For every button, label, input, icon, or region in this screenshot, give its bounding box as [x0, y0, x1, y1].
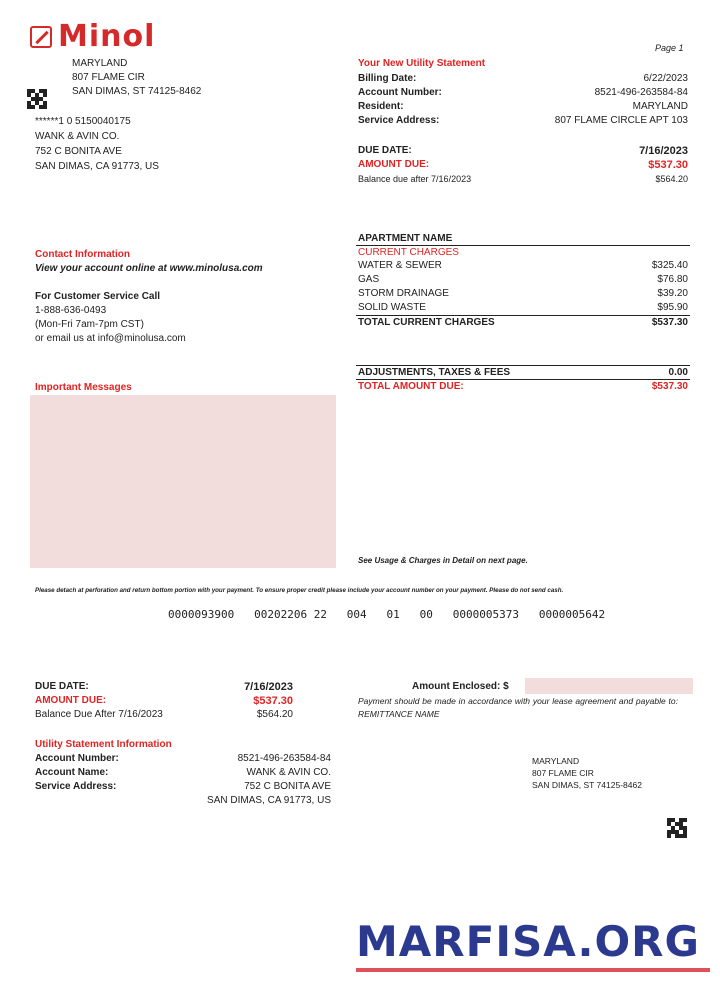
field-value: 6/22/2023	[643, 73, 688, 84]
recipient-line: WANK & AVIN CO.	[35, 131, 120, 142]
charge-row	[358, 301, 688, 315]
total-due-row	[356, 380, 690, 393]
field-value: MARYLAND	[632, 101, 688, 112]
field-label: Service Address:	[358, 115, 440, 126]
total-due-value: $537.30	[651, 381, 688, 392]
messages-box	[30, 395, 336, 568]
statement-heading: Your New Utility Statement	[358, 58, 486, 69]
adjustments-block	[356, 365, 690, 393]
adjustments-row	[356, 366, 690, 379]
remit-address	[532, 755, 642, 791]
charges-table	[356, 232, 690, 329]
amount-due-value: $537.30	[648, 159, 688, 171]
stub-service-address-row-2	[35, 794, 331, 808]
contact-section	[35, 248, 263, 346]
email-text: or email us at info@minolusa.com	[35, 333, 186, 344]
total-current-value: $537.30	[651, 317, 688, 328]
stub-amount-due-value: $537.30	[253, 695, 293, 707]
balance-after-row	[358, 172, 688, 186]
due-date-label: DUE DATE:	[358, 145, 412, 156]
service-address-row	[358, 114, 688, 128]
field-value: WANK & AVIN CO.	[246, 767, 331, 778]
sender-address	[72, 57, 201, 99]
amount-enclosed-label: Amount Enclosed: $	[412, 681, 509, 692]
sender-line: MARYLAND	[72, 58, 128, 69]
charge-name: WATER & SEWER	[358, 260, 442, 271]
remit-line: SAN DIMAS, ST 74125-8462	[532, 780, 642, 790]
remit-line: 807 FLAME CIR	[532, 768, 594, 778]
apartment-name: APARTMENT NAME	[358, 233, 453, 244]
scanline: 0000093900 00202206 22 004 01 00 0000005373 0000005642	[168, 608, 606, 621]
remit-line: MARYLAND	[532, 756, 580, 766]
sender-line: SAN DIMAS, ST 74125-8462	[72, 86, 202, 97]
messages-heading: Important Messages	[35, 382, 132, 393]
field-label: Account Name:	[35, 767, 109, 778]
contact-heading: Contact Information	[35, 249, 130, 260]
service-hours: (Mon-Fri 7am-7pm CST)	[35, 319, 144, 330]
recipient-line: SAN DIMAS, CA 91773, US	[35, 161, 159, 172]
stub-account-number-row	[35, 752, 331, 766]
stub-service-address-row	[35, 780, 331, 794]
stub-amount-due-label: AMOUNT DUE:	[35, 695, 107, 706]
field-value: SAN DIMAS, CA 91773, US	[207, 795, 331, 806]
charge-amount: $95.90	[657, 302, 688, 313]
charge-amount: $39.20	[657, 288, 688, 299]
recipient-line: 752 C BONITA AVE	[35, 146, 122, 157]
stub-balance-label: Balance Due After 7/16/2023	[35, 709, 163, 720]
minol-logo	[30, 19, 156, 54]
billing-date-row	[358, 72, 688, 86]
phone-number: 1-888-636-0493	[35, 305, 107, 316]
total-due-label: TOTAL AMOUNT DUE:	[358, 381, 464, 392]
amount-enclosed-input[interactable]	[525, 678, 693, 694]
stub-info-heading: Utility Statement Information	[35, 739, 172, 750]
perforation-note: Please detach at perforation and return bottom portion with your payment. To ensure proper credit please include your account number on your payment. Please do not send cash.	[35, 587, 564, 594]
total-current-row	[356, 316, 690, 329]
adjustments-value: 0.00	[668, 367, 688, 378]
see-usage-note: See Usage & Charges in Detail on next page.	[358, 556, 528, 565]
charge-name: STORM DRAINAGE	[358, 288, 449, 299]
resident-row	[358, 100, 688, 114]
amount-due-row	[358, 158, 688, 172]
recipient-address	[35, 114, 159, 174]
total-current-label: TOTAL CURRENT CHARGES	[358, 317, 495, 328]
due-summary	[358, 144, 688, 186]
balance-after-value: $564.20	[655, 174, 688, 184]
charge-name: SOLID WASTE	[358, 302, 426, 313]
field-value: 752 C BONITA AVE	[244, 781, 331, 792]
recipient-code: ******1 0 5150040175	[35, 116, 131, 127]
charge-name: GAS	[358, 274, 380, 285]
current-charges-heading: CURRENT CHARGES	[358, 247, 459, 258]
qr-code-icon	[667, 818, 687, 838]
stub-info	[35, 738, 331, 808]
field-label: Billing Date:	[358, 73, 417, 84]
adjustments-label: ADJUSTMENTS, TAXES & FEES	[358, 367, 511, 378]
due-date-row	[358, 144, 688, 158]
stub-balance-value: $564.20	[256, 709, 293, 720]
amount-due-label: AMOUNT DUE:	[358, 159, 430, 170]
statement-fields	[358, 72, 688, 128]
logo-text: Minol	[58, 19, 156, 54]
online-link-text: View your account online at www.minolusa.com	[35, 263, 263, 274]
field-label: Service Address:	[35, 781, 117, 792]
payment-note: Payment should be made in accordance with your lease agreement and payable to: REMITTANCE NAME	[358, 696, 678, 719]
field-value: 8521-496-263584-84	[237, 753, 331, 764]
stub-account-name-row	[35, 766, 331, 780]
field-value: 8521-496-263584-84	[594, 87, 688, 98]
stub-due-date-row	[35, 680, 293, 694]
stub-balance-row	[35, 708, 293, 722]
charges-items	[356, 259, 690, 315]
field-label: Account Number:	[358, 87, 442, 98]
charge-row	[358, 273, 688, 287]
page-number: Page 1	[655, 43, 684, 53]
charge-amount: $325.40	[651, 260, 688, 271]
stub-due-summary	[35, 680, 293, 722]
field-value: 807 FLAME CIRCLE APT 103	[554, 115, 688, 126]
field-label: Account Number:	[35, 753, 119, 764]
stub-due-date-label: DUE DATE:	[35, 681, 89, 692]
watermark-text: MARFISA.ORG	[356, 917, 700, 966]
sender-line: 807 FLAME CIR	[72, 72, 145, 83]
stub-amount-due-row	[35, 694, 293, 708]
qr-code-icon	[27, 89, 47, 109]
charge-row	[358, 287, 688, 301]
account-number-row	[358, 86, 688, 100]
field-label: Resident:	[358, 101, 404, 112]
charge-row	[358, 259, 688, 273]
logo-mark-icon	[30, 26, 52, 48]
watermark-underline	[356, 968, 710, 972]
due-date-value: 7/16/2023	[639, 145, 688, 157]
watermark	[356, 918, 710, 972]
service-heading: For Customer Service Call	[35, 291, 161, 302]
stub-due-date-value: 7/16/2023	[244, 681, 293, 693]
balance-after-label: Balance due after 7/16/2023	[358, 174, 472, 184]
charge-amount: $76.80	[657, 274, 688, 285]
